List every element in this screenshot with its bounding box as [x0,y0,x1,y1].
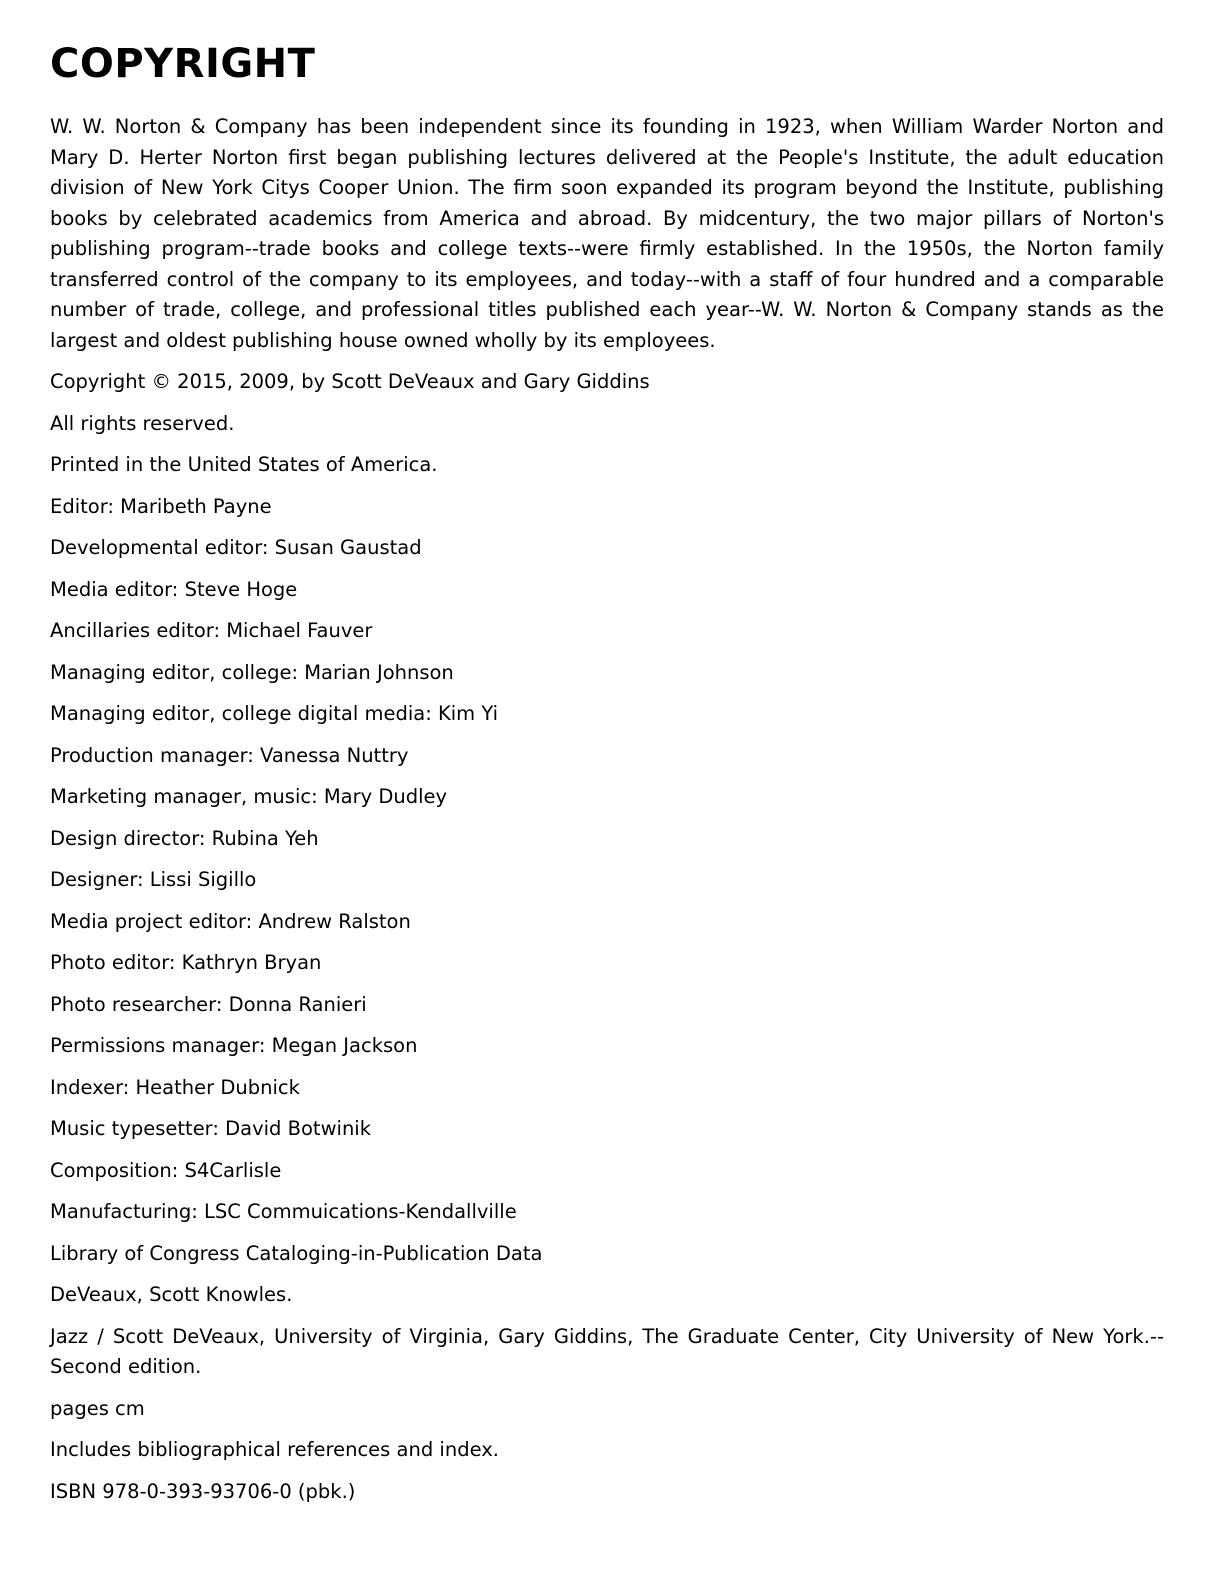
publisher-history-paragraph: W. W. Norton & Company has been independent since its founding in 1923, when William Warder Norton and Mary D. Herter Norton first began publishing lectures delivered at the People's Institute, the adult education division of New York Citys Cooper Union. The firm soon expanded its program beyond the Institute, publishing books by celebrated academics from America and abroad. By midcentury, the two major pillars of Norton's publishing program--trade books and college texts--were firmly established. In the 1950s, the Norton family transferred control of the company to its employees, and today--with a staff of four hundred and a comparable number of trade, college, and professional titles published each year--W. W. Norton & Company stands as the largest and oldest publishing house owned wholly by its employees. [50,115,1164,352]
copyright-text-block [50,112,1164,1507]
credit-line-indexer: Indexer: Heather Dubnick [50,1075,300,1099]
title-statement-line: Jazz / Scott DeVeaux, University of Virginia, Gary Giddins, The Graduate Center, City University of New York.--Second edition. [50,1324,1164,1378]
credit-line-media-editor: Media editor: Steve Hoge [50,577,298,601]
pages-cm-line: pages cm [50,1396,145,1420]
credit-line-managing-editor-digital-media: Managing editor, college digital media: Kim Yi [50,702,498,725]
credit-line-manufacturing: Manufacturing: LSC Commuications-Kendallville [50,1200,517,1223]
isbn-line: ISBN 978-0-393-93706-0 (pbk.) [50,1479,356,1503]
credit-line-composition: Composition: S4Carlisle [50,1158,282,1182]
library-of-congress-line: Library of Congress Cataloging-in-Publication Data [50,1241,543,1265]
credit-line-production-manager: Production manager: Vanessa Nuttry [50,743,409,767]
credit-line-photo-editor: Photo editor: Kathryn Bryan [50,951,322,974]
bibliography-note-line: Includes bibliographical references and index. [50,1438,499,1461]
copyright-notice-line: Copyright © 2015, 2009, by Scott DeVeaux and Gary Giddins [50,370,650,393]
credit-line-developmental-editor: Developmental editor: Susan Gaustad [50,536,422,559]
printed-in-line: Printed in the United States of America. [50,453,438,476]
credit-line-photo-researcher: Photo researcher: Donna Ranieri [50,992,367,1016]
author-catalog-line: DeVeaux, Scott Knowles. [50,1283,293,1306]
credit-line-permissions-manager: Permissions manager: Megan Jackson [50,1034,418,1057]
credit-line-ancillaries-editor: Ancillaries editor: Michael Fauver [50,619,373,642]
credit-line-marketing-manager: Marketing manager, music: Mary Dudley [50,785,448,808]
credit-line-managing-editor-college: Managing editor, college: Marian Johnson [50,660,454,684]
credit-line-media-project-editor: Media project editor: Andrew Ralston [50,909,411,933]
credit-line-designer: Designer: Lissi Sigillo [50,868,257,891]
page-title: COPYRIGHT [50,41,316,87]
credit-line-design-director: Design director: Rubina Yeh [50,826,319,850]
credit-line-editor: Editor: Maribeth Payne [50,494,272,518]
credit-line-music-typesetter: Music typesetter: David Botwinik [50,1117,372,1140]
rights-reserved-line: All rights reserved. [50,411,235,435]
